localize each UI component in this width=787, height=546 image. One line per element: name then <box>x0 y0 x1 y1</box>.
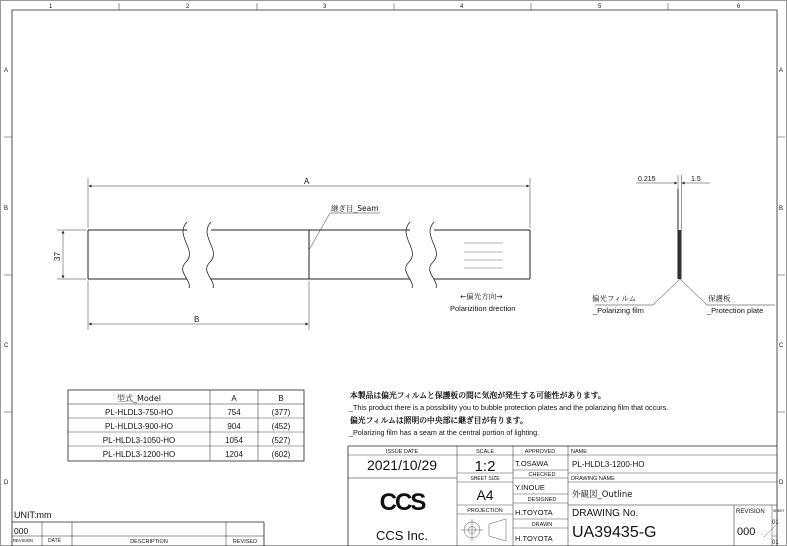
column-ticks <box>119 3 668 10</box>
protection-plate-jp: 保護板 <box>708 294 731 303</box>
issue-date-value: 2021/10/29 <box>366 457 438 473</box>
column-label-3: 3 <box>323 4 327 10</box>
name-value: PL-HLDL3-1200-HO <box>572 460 645 469</box>
row-label-A: A <box>4 68 9 74</box>
scale-label: SCALE <box>475 449 495 455</box>
model-row-4-A: 1204 <box>225 450 243 459</box>
revision-col-header: REVISION <box>13 538 34 543</box>
name-label: NAME <box>571 449 587 455</box>
break-curve-2 <box>207 222 214 288</box>
third-angle-projection-icon <box>461 519 506 541</box>
designed-value: H.TOYOTA <box>515 508 553 517</box>
column-label-6: 6 <box>737 4 741 10</box>
model-row-1-A: 754 <box>227 408 241 417</box>
polarization-direction-jp: ←偏光方向→ <box>460 292 503 301</box>
polarization-hatch <box>464 243 503 268</box>
model-row-2-A: 904 <box>227 422 241 431</box>
side-dim-left: 0.215 <box>638 176 656 183</box>
approved-label: APPROVED <box>524 449 556 455</box>
drawing-name-label: DRAWING NAME <box>571 476 615 482</box>
model-table-header-B: B <box>278 394 284 403</box>
issue-date-label: ISSUE DATE <box>385 449 419 455</box>
revised-col-header: REVISED <box>232 539 258 545</box>
row-ticks <box>4 137 785 412</box>
revision-value: 000 <box>14 526 29 536</box>
side-dim-right: 1.5 <box>691 176 701 183</box>
revision-value-title: 000 <box>737 526 756 538</box>
row-label-A-right: A <box>779 68 784 74</box>
unit-label: UNIT:mm <box>14 510 52 520</box>
model-row-2-name: PL-HLDL3-900-HO <box>104 422 174 431</box>
model-row-2-B: (452) <box>271 422 291 431</box>
row-label-C-right: C <box>779 343 784 349</box>
company-name: CCS Inc. <box>375 528 429 543</box>
note-2-en: _Polarizing film has a seam at the central portion of lighting. <box>349 428 540 437</box>
designed-label: DESIGNED <box>527 497 557 503</box>
polarization-direction-en: Polarizition drection <box>450 304 516 313</box>
sheet-size-label: SHEET SIZE <box>470 476 500 482</box>
side-view <box>595 175 775 305</box>
seam-label: 継ぎ目_Seam <box>331 204 379 213</box>
revision-label: REVISION <box>736 509 765 515</box>
projection-label: PROJECTION <box>467 508 503 514</box>
model-row-4-B: (602) <box>271 450 291 459</box>
model-row-1-B: (377) <box>271 408 291 417</box>
company-logo: CCS <box>379 489 425 516</box>
row-label-B: B <box>4 206 9 212</box>
sheet-label: SHEET <box>773 509 785 513</box>
model-table-header-model: 型式_Model <box>116 394 162 403</box>
model-row-3-A: 1054 <box>225 436 243 445</box>
drawing-no-label: DRAWING No. <box>572 508 639 519</box>
dimension-A-label: A <box>304 177 310 186</box>
seam-leader <box>309 213 330 250</box>
description-col-header: DESCRIPTION <box>130 539 168 545</box>
sheet-size-value: A4 <box>476 487 494 503</box>
model-row-3-B: (527) <box>271 436 291 445</box>
drawing-name-value: 外観図_Outline <box>572 490 633 500</box>
model-row-4-name: PL-HLDL3-1200-HO <box>102 450 176 459</box>
drawn-value: H.TOYOTA <box>515 534 553 543</box>
row-label-D-right: D <box>779 480 784 486</box>
row-label-B-right: B <box>779 206 784 212</box>
sheet-total: 01 <box>772 540 779 546</box>
dimension-B-label: B <box>194 315 200 324</box>
dimension-37-label: 37 <box>53 252 62 261</box>
date-col-header: DATE <box>48 538 61 544</box>
scale-value: 1:2 <box>474 458 496 475</box>
front-view <box>88 222 530 288</box>
break-curve-3 <box>406 222 413 288</box>
note-1-jp: 本製品は偏光フィルムと保護板の間に気泡が発生する可能性があります。 <box>350 391 606 400</box>
drawing-no-value: UA39435-G <box>572 524 657 541</box>
sheet-number: 01 <box>772 520 779 526</box>
approved-value: T.OSAWA <box>515 459 549 468</box>
checked-label: CHECKED <box>528 472 556 478</box>
break-curve-4 <box>430 222 437 288</box>
break-curve-1 <box>183 222 190 288</box>
column-label-4: 4 <box>460 4 464 10</box>
checked-value: Y.INOUE <box>515 483 545 492</box>
drawn-label: DRAWN <box>531 522 553 528</box>
protection-plate-en: _Protection plate <box>707 306 764 315</box>
row-label-C: C <box>4 343 9 349</box>
column-label-5: 5 <box>598 4 602 10</box>
column-label-1: 1 <box>49 4 53 10</box>
model-table-header-A: A <box>231 394 237 403</box>
row-label-D: D <box>4 480 9 486</box>
note-1-en: _This product there is a possibility you to bubble protection plates and the polarizing film that occurs. <box>349 403 669 412</box>
model-row-3-name: PL-HLDL3-1050-HO <box>102 436 176 445</box>
polarizing-film-en: _Polarizing film <box>593 306 644 315</box>
note-2-jp: 偏光フィルムは照明の中央部に継ぎ目が有ります。 <box>350 416 528 425</box>
polarizing-film-jp: 偏光フィルム <box>592 294 637 303</box>
column-label-2: 2 <box>186 4 190 10</box>
model-row-1-name: PL-HLDL3-750-HO <box>104 408 174 417</box>
